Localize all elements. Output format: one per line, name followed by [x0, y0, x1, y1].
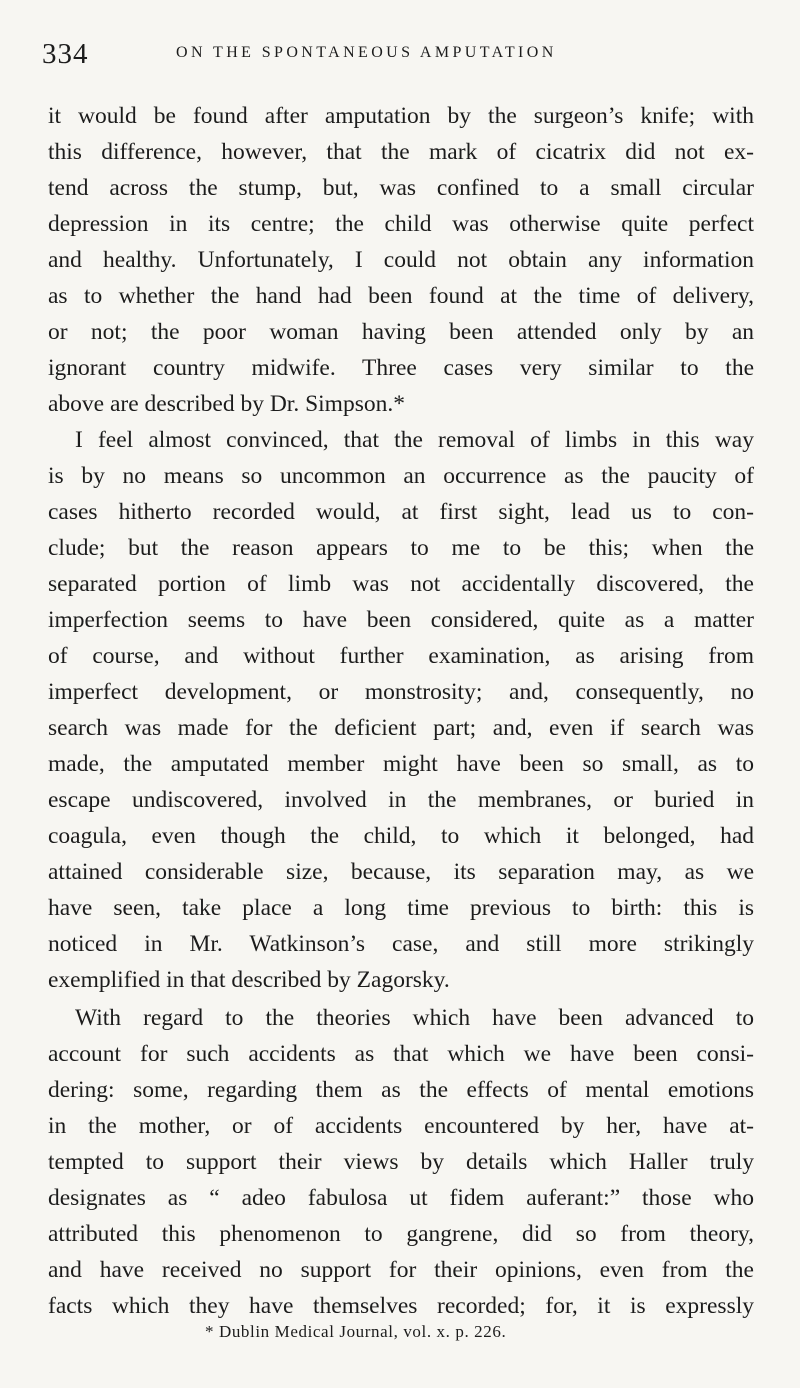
- text-line: search was made for the deficient part; and, even if search was: [48, 715, 754, 741]
- text-line: in the mother, or of accidents encountered by her, have at-: [48, 1113, 754, 1139]
- text-line: imperfect development, or monstrosity; and, consequently, no: [48, 679, 754, 705]
- text-line: tempted to support their views by details which Haller truly: [48, 1149, 754, 1175]
- text-line: attained considerable size, because, its separation may, as we: [48, 859, 754, 885]
- text-line: as to whether the hand had been found at the time of delivery,: [48, 283, 754, 309]
- text-line: cases hitherto recorded would, at first sight, lead us to con-: [48, 499, 754, 525]
- text-line: made, the amputated member might have been so small, as to: [48, 751, 754, 777]
- text-line: account for such accidents as that which we have been consi-: [48, 1041, 754, 1067]
- running-title: ON THE SPONTANEOUS AMPUTATION: [176, 44, 557, 61]
- text-line: or not; the poor woman having been attended only by an: [48, 319, 754, 345]
- page-number: 334: [42, 38, 89, 70]
- text-line: attributed this phenomenon to gangrene, did so from theory,: [48, 1221, 754, 1247]
- text-line: coagula, even though the child, to which it belonged, had: [48, 823, 754, 849]
- text-line: facts which they have themselves recorded; for, it is expressly: [48, 1293, 754, 1319]
- text-line: this difference, however, that the mark of cicatrix did not ex-: [48, 139, 754, 165]
- text-line: imperfection seems to have been considered, quite as a matter: [48, 607, 754, 633]
- text-line: dering: some, regarding them as the effects of mental emotions: [48, 1077, 754, 1103]
- text-line: of course, and without further examination, as arising from: [48, 643, 754, 669]
- text-line: above are described by Dr. Simpson.*: [48, 391, 405, 417]
- paragraph-first-line: I feel almost convinced, that the removal of limbs in this way: [75, 427, 754, 453]
- text-line: and have received no support for their opinions, even from the: [48, 1257, 754, 1283]
- text-line: tend across the stump, but, was confined to a small circular: [48, 175, 754, 201]
- text-line: escape undiscovered, involved in the membranes, or buried in: [48, 787, 754, 813]
- text-line: clude; but the reason appears to me to be this; when the: [48, 535, 754, 561]
- text-line: exemplified in that described by Zagorsky.: [48, 967, 450, 993]
- text-line: designates as “ adeo fabulosa ut fidem auferant:” those who: [48, 1185, 754, 1211]
- body-text: [48, 98, 754, 1324]
- paragraph-first-line: With regard to the theories which have been advanced to: [75, 1005, 754, 1031]
- text-line: it would be found after amputation by the surgeon’s knife; with: [48, 103, 754, 129]
- text-line: separated portion of limb was not accidentally discovered, the: [48, 571, 754, 597]
- text-line: have seen, take place a long time previous to birth: this is: [48, 895, 754, 921]
- text-line: noticed in Mr. Watkinson’s case, and still more strikingly: [48, 931, 754, 957]
- footnote: * Dublin Medical Journal, vol. x. p. 226.: [205, 1322, 507, 1341]
- text-line: and healthy. Unfortunately, I could not obtain any information: [48, 247, 754, 273]
- text-line: is by no means so uncommon an occurrence as the paucity of: [48, 463, 754, 489]
- text-line: depression in its centre; the child was otherwise quite perfect: [48, 211, 754, 237]
- text-line: ignorant country midwife. Three cases very similar to the: [48, 355, 754, 381]
